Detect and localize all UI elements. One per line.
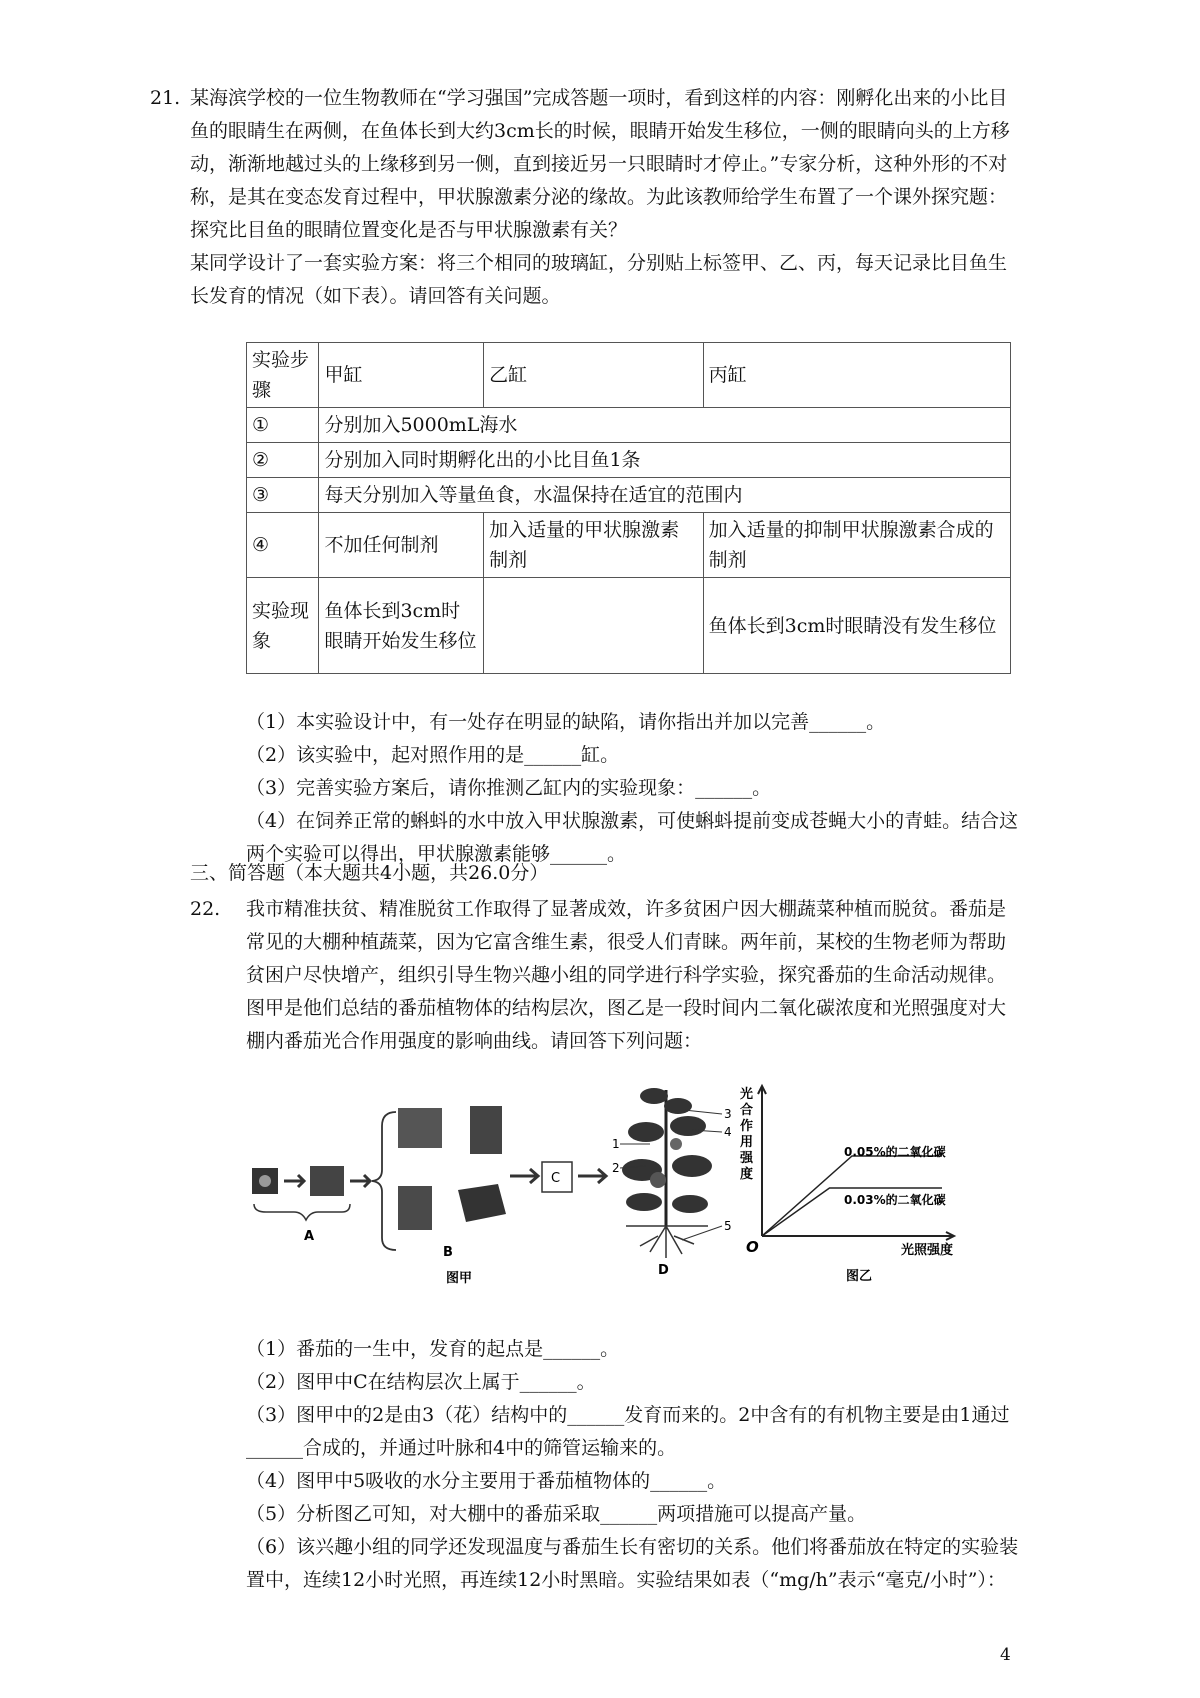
series-label-0.03: 0.03%的二氧化碳	[844, 1193, 946, 1207]
q21-number: 21.	[150, 87, 181, 109]
y-axis	[758, 1086, 766, 1236]
chart-y-char: 合	[740, 1103, 754, 1118]
table-cell	[484, 578, 704, 674]
table-row	[247, 513, 1011, 578]
label-a: A	[304, 1229, 315, 1244]
table-header: 实验步骤	[247, 343, 319, 408]
table-cell: 鱼体长到3cm时眼睛开始发生移位	[319, 578, 484, 674]
caption-yi: 图乙	[846, 1269, 873, 1284]
q21-sub1: （1）本实验设计中，有一处存在明显的缺陷，请你指出并加以完善______。	[246, 711, 886, 733]
page-number: 4	[1000, 1645, 1011, 1665]
mark-4: 4	[724, 1125, 732, 1139]
figure-jia	[252, 1088, 732, 1286]
tissue-image	[398, 1186, 432, 1230]
q22-sub1: （1）番茄的一生中，发育的起点是______。	[246, 1338, 620, 1360]
table-cell: 每天分别加入等量鱼食，水温保持在适宜的范围内	[319, 478, 1011, 513]
table-cell: ②	[247, 443, 319, 478]
chart-origin: O	[746, 1238, 759, 1256]
table-cell: 加入适量的甲状腺激素制剂	[484, 513, 704, 578]
x-axis	[762, 1232, 954, 1240]
table-cell: ①	[247, 408, 319, 443]
table-cell: 不加任何制剂	[319, 513, 484, 578]
table-row	[247, 408, 1011, 443]
label-b: B	[443, 1245, 453, 1260]
chart-y-char: 用	[740, 1135, 754, 1150]
table-header: 甲缸	[319, 343, 484, 408]
figure	[246, 1080, 1026, 1310]
q21-text2: 某同学设计了一套实验方案：将三个相同的玻璃缸，分别贴上标签甲、乙、丙，每天记录比目鱼生长发育的情况（如下表）。请回答有关问题。	[190, 252, 1008, 307]
q22-text: 我市精准扶贫、精准脱贫工作取得了显著成效，许多贫困户因大棚蔬菜种植而脱贫。番茄是常见的大棚种植蔬菜，因为它富含维生素，很受人们青睐。两年前，某校的生物老师为帮助贫困户尽快增产，组织引导生物兴趣小组的同学进行科学实验，探究番茄的生命活动规律。图甲是他们总结的番茄植物体的结构层次，图乙是一段时间内二氧化碳浓度和光照强度对大棚内番茄光合作用强度的影响曲线。请回答下列问题：	[246, 898, 1007, 1052]
table-row	[247, 443, 1011, 478]
label-d: D	[658, 1263, 669, 1278]
table-header: 丙缸	[703, 343, 1010, 408]
series-label-0.05: 0.05%的二氧化碳	[844, 1145, 946, 1159]
q21-sub3: （3）完善实验方案后，请你推测乙缸内的实验现象：______。	[246, 777, 772, 799]
chart-y-char: 度	[740, 1167, 754, 1182]
caption-jia: 图甲	[446, 1271, 473, 1286]
table-cell: ④	[247, 513, 319, 578]
q21-sub2: （2）该实验中，起对照作用的是______缸。	[246, 744, 620, 766]
table-cell: 加入适量的抑制甲状腺激素合成的制剂	[703, 513, 1010, 578]
q22-number: 22.	[190, 898, 221, 920]
table-cell: 分别加入5000mL海水	[319, 408, 1011, 443]
tissue-image	[470, 1106, 502, 1154]
chart-x-label: 光照强度	[901, 1243, 954, 1258]
table-cell: 分别加入同时期孵化出的小比目鱼1条	[319, 443, 1011, 478]
q21-sub4: （4）在饲养正常的蝌蚪的水中放入甲状腺激素，可使蝌蚪提前变成苍蝇大小的青蛙。结合这两个实验可以得出，甲状腺激素能够______。	[246, 810, 1019, 865]
table-cell: ③	[247, 478, 319, 513]
q22-sub5: （5）分析图乙可知，对大棚中的番茄采取______两项措施可以提高产量。	[246, 1503, 867, 1525]
chart-y-char: 作	[740, 1119, 754, 1134]
chart-y-char: 强	[740, 1151, 754, 1166]
table-row	[247, 478, 1011, 513]
section-heading: 三、简答题（本大题共4小题，共26.0分）	[190, 862, 549, 884]
q21-block	[150, 82, 1010, 313]
mark-5: 5	[724, 1219, 732, 1233]
mark-3: 3	[724, 1107, 732, 1121]
tissue-image	[458, 1184, 506, 1222]
q22-sub2: （2）图甲中C在结构层次上属于______。	[246, 1371, 596, 1393]
tissue-image	[398, 1108, 442, 1148]
label-c: C	[551, 1171, 561, 1186]
table-row	[247, 343, 1011, 408]
q22-sub3: （3）图甲中的2是由3（花）结构中的______发育而来的。2中含有的有机物主要是由1通过______合成的，并通过叶脉和4中的筛管运输来的。	[246, 1404, 1010, 1459]
experiment-table	[246, 342, 1011, 674]
table-header: 乙缸	[484, 343, 704, 408]
figure-yi-chart	[739, 1086, 954, 1284]
q22-block	[190, 893, 1016, 1058]
q22-sub4: （4）图甲中5吸收的水分主要用于番茄植物体的______。	[246, 1470, 727, 1492]
mark-1: 1	[612, 1137, 620, 1151]
table-cell: 实验现象	[247, 578, 319, 674]
chart-y-label	[739, 1086, 754, 1182]
mark-2: 2	[612, 1161, 620, 1175]
cell-division-image	[310, 1166, 344, 1196]
q21-text: 某海滨学校的一位生物教师在“学习强国”完成答题一项时，看到这样的内容：刚孵化出来的小比目鱼的眼睛生在两侧，在鱼体长到大约3cm长的时候，眼睛开始发生移位，一侧的眼睛向头的上方移动，渐渐地越过头的上缘移到另一侧，直到接近另一只眼睛时才停止。”专家分析，这种外形的不对称，是其在变态发育过程中，甲状腺激素分泌的缘故。为此该教师给学生布置了一个课外探究题：探究比目鱼的眼睛位置变化是否与甲状腺激素有关？	[190, 87, 1010, 241]
table-cell: 鱼体长到3cm时眼睛没有发生移位	[703, 578, 1010, 674]
chart-y-char: 光	[740, 1087, 754, 1102]
tomato-plant-image	[620, 1088, 722, 1258]
table-row	[247, 578, 1011, 674]
q22-sub6: （6）该兴趣小组的同学还发现温度与番茄生长有密切的关系。他们将番茄放在特定的实验装置中，连续12小时光照，再连续12小时黑暗。实验结果如表（“mg/h”表示“毫克/小时”）：	[246, 1536, 1019, 1591]
